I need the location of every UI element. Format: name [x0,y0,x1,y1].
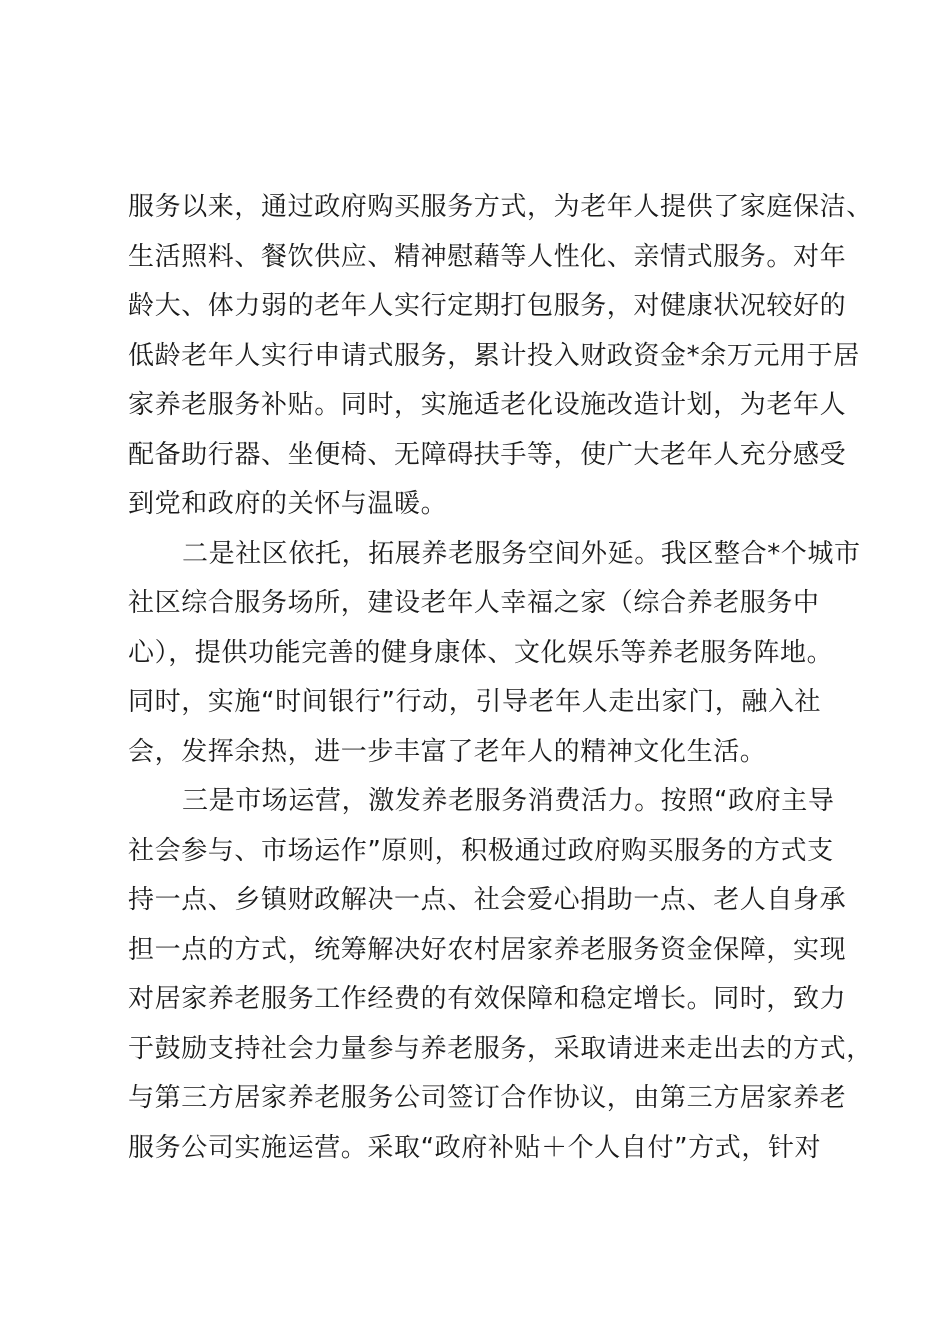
text-line: 生活照料、餐饮供应、精神慰藉等人性化、亲情式服务。对年 [128,241,847,272]
text-line: 三是市场运营，激发养老服务消费活力。按照“政府主导 [182,786,835,816]
text-line: 社会参与、市场运作”原则，积极通过政府购买服务的方式支 [128,835,834,866]
text-line: 持一点、乡镇财政解决一点、社会爱心捐助一点、老人自身承 [128,885,847,915]
paragraph-1 [128,183,873,530]
text-line: 配备助行器、坐便椅、无障碍扶手等，使广大老年人充分感受 [128,439,847,470]
text-line: 与第三方居家养老服务公司签订合作协议，由第三方居家养老 [128,1083,847,1113]
text-line: 社区综合服务场所，建设老年人幸福之家（综合养老服务中 [128,588,820,618]
text-line: 服务以来，通过政府购买服务方式，为老年人提供了家庭保洁、 [128,192,873,222]
text-line: 同时，实施“时间银行”行动，引导老年人走出家门，融入社 [128,687,822,717]
text-line: 家养老服务补贴。同时，实施适老化设施改造计划，为老年人 [128,390,847,420]
paragraph-2 [128,530,861,778]
text-line: 心），提供功能完善的健身康体、文化娱乐等养老服务阵地。 [128,637,834,668]
text-line: 会，发挥余热，进一步丰富了老年人的精神文化生活。 [128,736,767,767]
text-line: 服务公司实施运营。采取“政府补贴＋个人自付”方式，针对 [128,1132,822,1163]
text-line: 于鼓励支持社会力量参与养老服务，采取请进来走出去的方式， [128,1033,873,1064]
text-line: 龄大、体力弱的老年人实行定期打包服务，对健康状况较好的 [128,291,847,321]
text-line: 担一点的方式，统筹解决好农村居家养老服务资金保障，实现 [128,934,847,965]
paragraph-3 [128,777,873,1173]
document-body [128,183,873,1173]
text-line: 到党和政府的关怀与温暖。 [128,489,448,519]
text-line: 对居家养老服务工作经费的有效保障和稳定增长。同时，致力 [128,984,847,1014]
text-line: 二是社区依托，拓展养老服务空间外延。我区整合*个城市 [182,538,861,569]
text-line: 低龄老年人实行申请式服务，累计投入财政资金*余万元用于居 [128,340,860,371]
